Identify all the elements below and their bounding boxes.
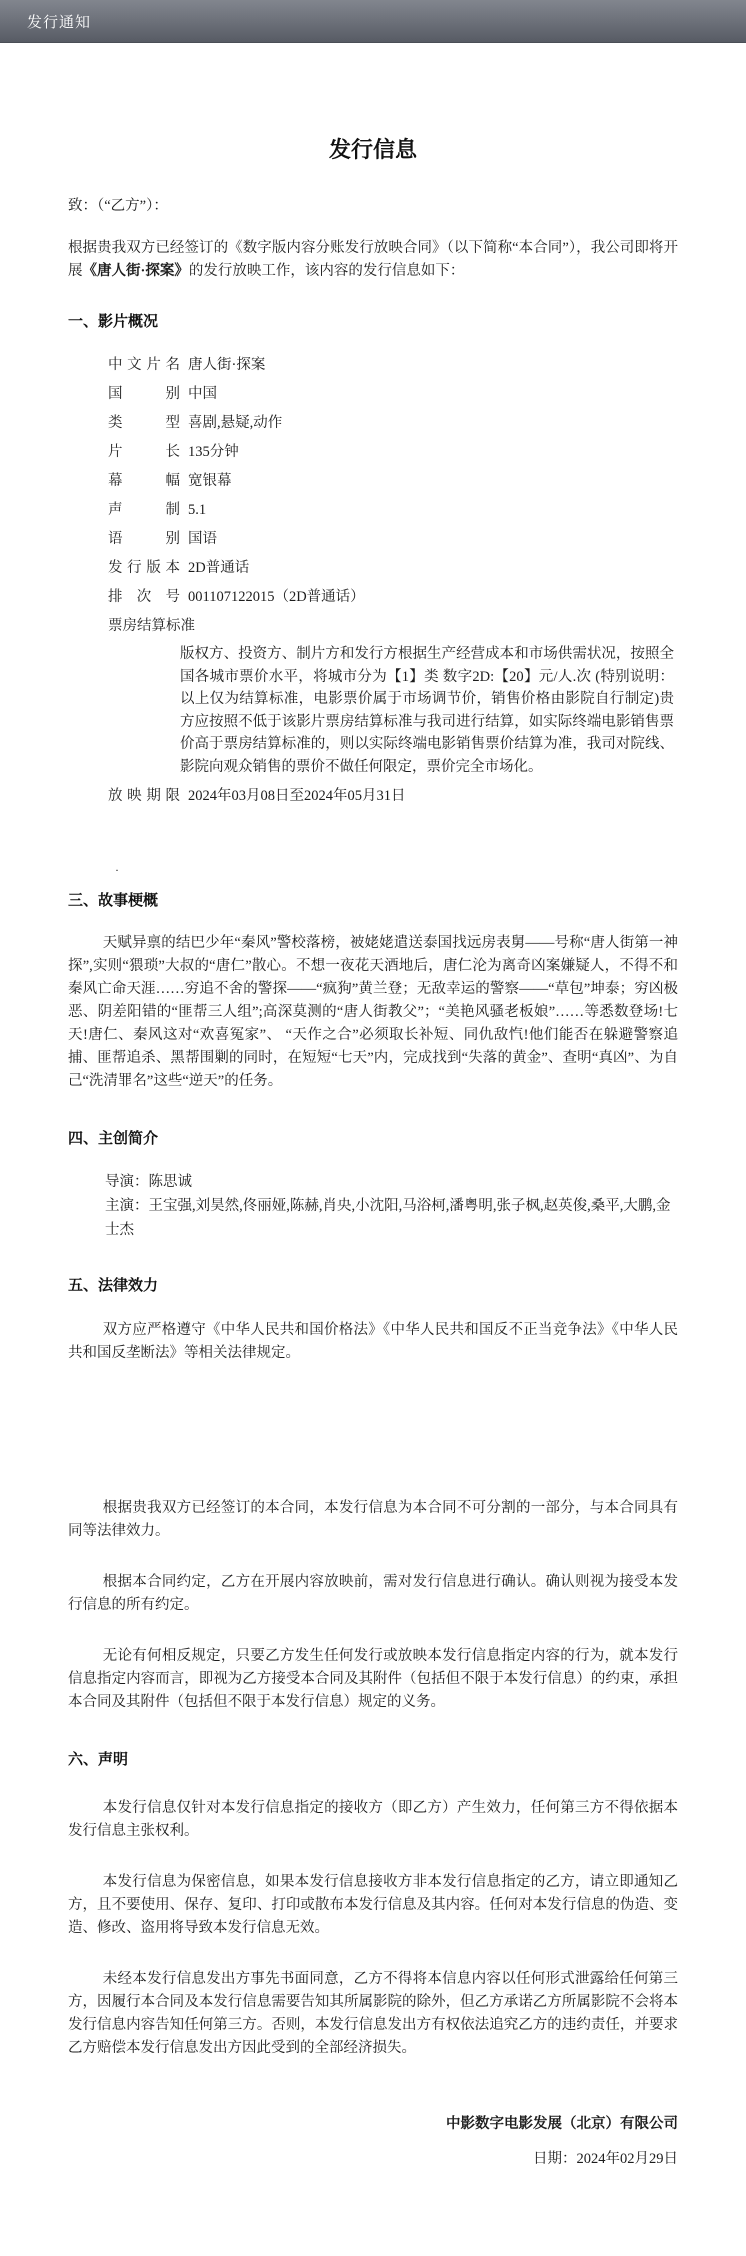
info-label: 排次号 [108, 589, 180, 605]
info-value: 5.1 [188, 502, 207, 518]
section-heading-crew: 四、主创简介 [68, 1130, 159, 1147]
film-title-inline: 《唐人街·探案》 [82, 263, 189, 279]
info-value: 001107122015（2D普通话） [188, 589, 365, 605]
section-heading-synopsis: 三、故事梗概 [68, 892, 159, 909]
info-label: 语别 [108, 531, 180, 547]
info-row-screen [108, 467, 678, 496]
info-label: 声制 [108, 502, 180, 518]
document-body [0, 133, 746, 2256]
info-value: 中国 [188, 386, 217, 402]
general-paragraph-1: 根据贵我双方已经签订的本合同，本发行信息为本合同不可分割的一部分，与本合同具有同等法律效力。 [68, 1500, 678, 1539]
info-value: 唐人街·探案 [188, 357, 266, 373]
general-paragraph-3: 无论有何相反规定，只要乙方发生任何发行或放映本发行信息指定内容的行为，就本发行信息指定内容而言，即视为乙方接受本合同及其附件（包括但不限于本发行信息）的约束，承担本合同及其附件（包括但不限于本发行信息）规定的义务。 [68, 1648, 678, 1710]
info-value: 2D普通话 [188, 560, 250, 576]
info-label: 幕幅 [108, 473, 180, 489]
info-row-settlement [108, 612, 678, 641]
info-row-country [108, 380, 678, 409]
info-row-serial-number [108, 583, 678, 612]
info-row-sound [108, 496, 678, 525]
company-name: 中影数字电影发展（北京）有限公司 [446, 2116, 678, 2132]
info-label: 发行版本 [108, 560, 180, 576]
issue-date: 日期：2024年02月29日 [533, 2151, 678, 2167]
info-label: 类型 [108, 415, 180, 431]
spacer [68, 1365, 678, 1469]
general-paragraph-2: 根据本合同约定，乙方在开展内容放映前，需对发行信息进行确认。确认则视为接受本发行信息的所有约定。 [68, 1574, 678, 1613]
intro-paragraph [68, 237, 678, 283]
synopsis-paragraph: 天赋异禀的结巴少年“秦风”警校落榜，被姥姥遣送泰国找远房表舅——号称“唐人街第一神探”,实则“猥琐”大叔的“唐仁”散心。不想一夜花天酒地后，唐仁沦为离奇凶案嫌疑人，不得不和秦风亡命天涯……穷追不舍的警探——“疯狗”黄兰登；无敌幸运的警察——“草包”坤泰；穷凶极恶、阴差阳错的“匪帮三人组”;高深莫测的“唐人街教父”；“美艳风骚老板娘”……等悉数登场!七天!唐仁、秦风这对“欢喜冤家”、 “天作之合”必须取长补短、同仇敌忾!他们能否在躲避警察追捕、匪帮追杀、黑帮围剿的同时，在短短“七天”内，完成找到“失落的黄金”、查明“真凶”、为自己“洗清罪名”这些“逆天”的任务。 [68, 935, 678, 1089]
window-title-bar [0, 0, 746, 43]
intro-text-after: 的发行放映工作，该内容的发行信息如下： [188, 263, 465, 279]
info-value: 喜剧,悬疑,动作 [188, 415, 283, 431]
info-row-genre [108, 409, 678, 438]
info-row-release-version [108, 554, 678, 583]
settlement-note: 版权方、投资方、制片方和发行方根据生产经营成本和市场供需状况，按照全国各城市票价水平，将城市分为【1】类 数字2D:【20】元/人.次 (特别说明：以上仅为结算标准，电影票价属于市场调节价，销售价格由影院自行制定)贵方应按照不低于该影片票房结算标准与我司进行结算，如实际终端电影销售票价高于票房结算标准的，则以实际终端电影销售票价结算为准，我司对院线、影院向观众销售的票价不做任何限定，票价完全市场化。 [180, 646, 674, 775]
cast-line: 主演：王宝强,刘昊然,佟丽娅,陈赫,肖央,小沈阳,马浴柯,潘粤明,张子枫,赵英俊,桑平,大鹏,金士杰 [105, 1198, 671, 1238]
statement-paragraph-1: 本发行信息仅针对本发行信息指定的接收方（即乙方）产生效力，任何第三方不得依据本发行信息主张权利。 [68, 1800, 678, 1839]
salutation-line: 致：（“乙方”）： [68, 198, 168, 214]
info-label-release-period: 放映期限 [108, 788, 180, 804]
info-value: 国语 [188, 531, 217, 547]
info-label: 中文片名 [108, 357, 180, 373]
info-row-title [108, 351, 678, 380]
section-heading-statement: 六、声明 [68, 1751, 129, 1768]
notice-title: 发行通知 [27, 13, 92, 31]
crew-block [105, 1170, 678, 1242]
document-footer [68, 2112, 678, 2168]
info-label-settlement: 票房结算标准 [108, 618, 195, 634]
info-value-release-period: 2024年03月08日至2024年05月31日 [188, 788, 406, 804]
statement-paragraph-3: 未经本发行信息发出方事先书面同意，乙方不得将本信息内容以任何形式泄露给任何第三方，因履行本合同及本发行信息需要告知其所属影院的除外，但乙方承诺乙方所属影院不会将本发行信息内容告知任何第三方。否则，本发行信息发出方有权依法追究乙方的违约责任，并要求乙方赔偿本发行信息发出方因此受到的全部经济损失。 [68, 1971, 678, 2056]
info-row-runtime [108, 438, 678, 467]
info-label: 片长 [108, 444, 180, 460]
info-row-release-period [108, 782, 678, 811]
info-row-language [108, 525, 678, 554]
bullet-mark: · [115, 863, 119, 877]
info-label: 国别 [108, 386, 180, 402]
page-title: 发行信息 [328, 137, 417, 162]
section-heading-legal: 五、法律效力 [68, 1277, 159, 1294]
film-info-list [108, 351, 678, 811]
section-heading-film-overview: 一、影片概况 [68, 313, 159, 330]
legal-paragraph: 双方应严格遵守《中华人民共和国价格法》《中华人民共和国反不正当竞争法》《中华人民共和国反垄断法》等相关法律规定。 [68, 1322, 678, 1361]
director-line: 导演：陈思诚 [105, 1174, 192, 1190]
info-value: 135分钟 [188, 444, 239, 460]
intro-text-before: 根据贵我双方已经签订的《数字版内容分账发行放映合同》（以下简称“本合同”），我公司即将开展 [68, 240, 678, 279]
info-value: 宽银幕 [188, 473, 232, 489]
statement-paragraph-2: 本发行信息为保密信息，如果本发行信息接收方非本发行信息指定的乙方，请立即通知乙方，且不要使用、保存、复印、打印或散布本发行信息及其内容。任何对本发行信息的伪造、变造、修改、盗用将导致本发行信息无效。 [68, 1874, 678, 1936]
